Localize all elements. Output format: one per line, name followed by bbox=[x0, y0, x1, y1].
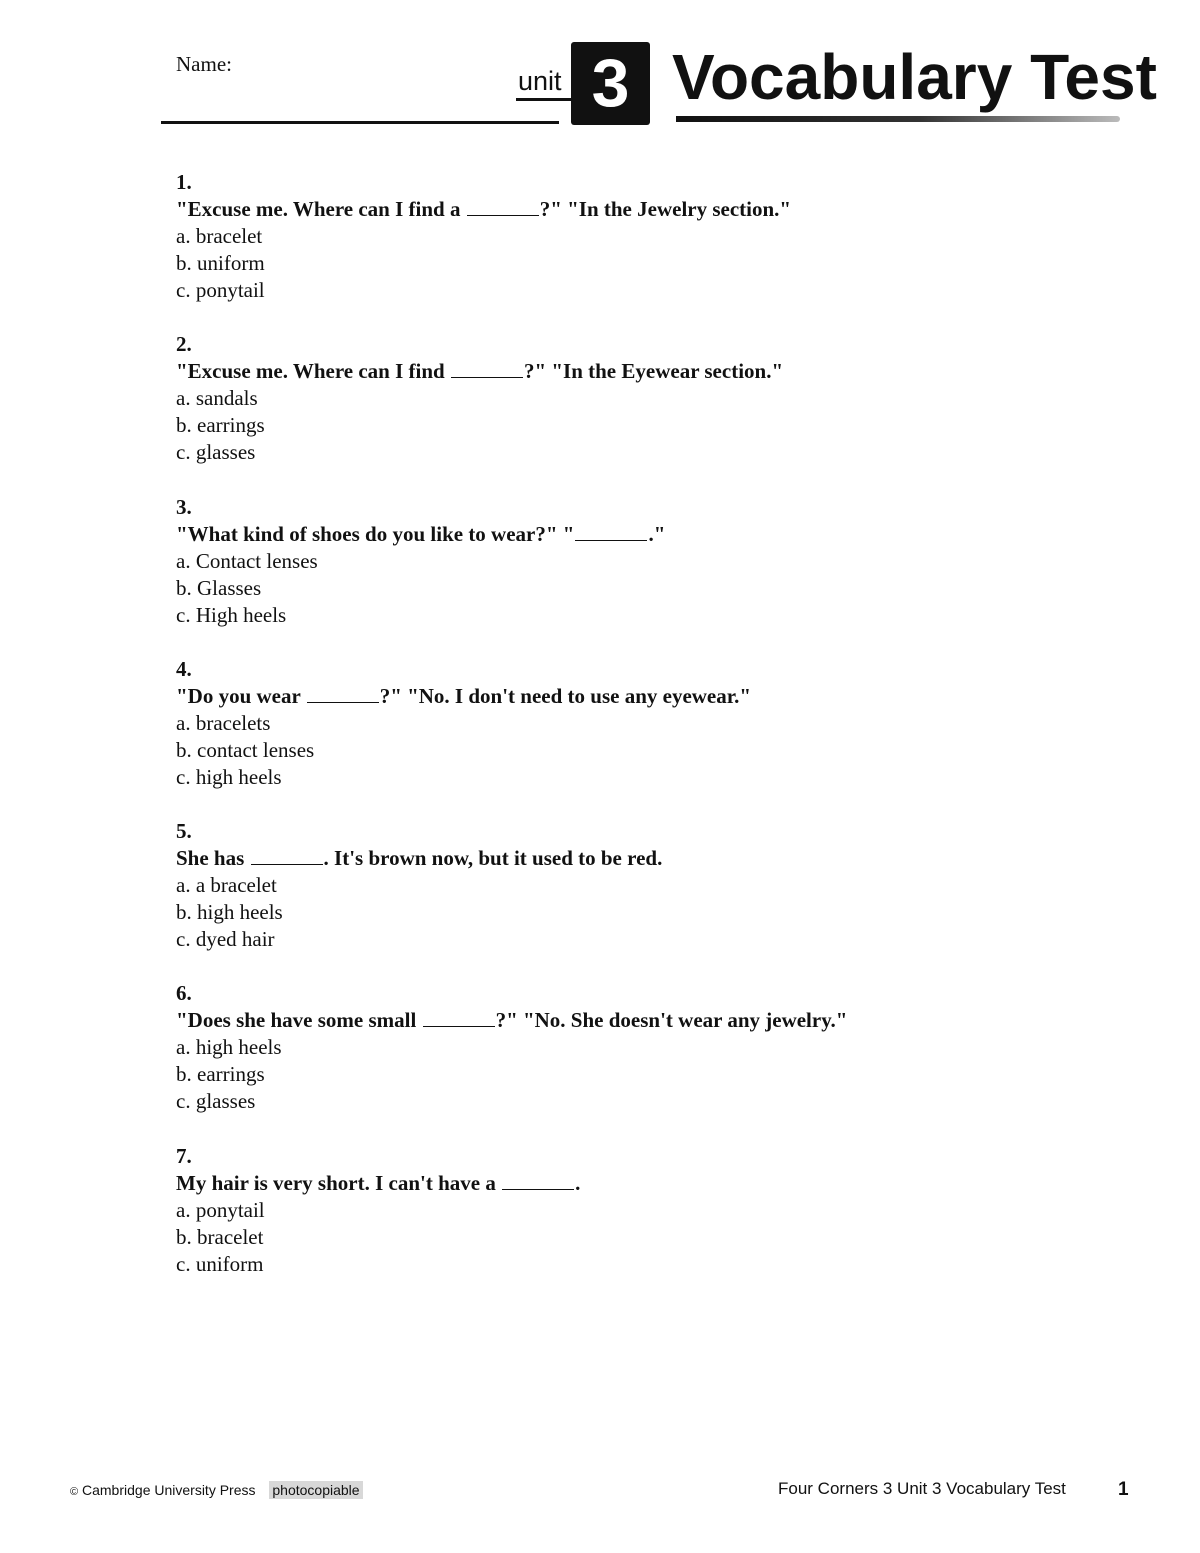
prompt-text-after: ." bbox=[648, 521, 666, 546]
answer-blank bbox=[451, 361, 523, 378]
choice-b: b. earrings bbox=[176, 1062, 265, 1087]
question-2 bbox=[176, 331, 847, 493]
photocopiable-badge: photocopiable bbox=[269, 1481, 362, 1499]
prompt-text-after: ?" "In the Jewelry section." bbox=[539, 197, 792, 221]
question-1 bbox=[176, 169, 847, 331]
prompt-text-after: ?" "No. She doesn't wear any jewelry." bbox=[495, 1008, 848, 1033]
question-number: 5. bbox=[176, 819, 192, 844]
title-rule bbox=[676, 116, 1120, 122]
choice-a: a. bracelet bbox=[176, 224, 263, 248]
question-3 bbox=[176, 494, 847, 656]
name-label: Name: bbox=[176, 52, 232, 76]
unit-label: unit bbox=[518, 66, 562, 96]
choice-b: b. high heels bbox=[176, 900, 283, 925]
answer-blank bbox=[251, 848, 323, 865]
question-5 bbox=[176, 818, 847, 980]
answer-blank bbox=[575, 524, 647, 541]
prompt-text-before: "Excuse me. Where can I find a bbox=[176, 197, 466, 221]
question-6 bbox=[176, 980, 847, 1142]
prompt-text-before: "Excuse me. Where can I find bbox=[176, 359, 450, 384]
question-number: 3. bbox=[176, 494, 192, 519]
question-number: 1. bbox=[176, 170, 192, 194]
question-number: 6. bbox=[176, 981, 192, 1006]
question-list bbox=[176, 169, 847, 1305]
choice-a: a. Contact lenses bbox=[176, 548, 318, 573]
choice-a: a. bracelets bbox=[176, 710, 271, 735]
prompt-text-after: . bbox=[575, 1170, 581, 1195]
choice-c: c. High heels bbox=[176, 602, 287, 627]
prompt-text-after: . It's brown now, but it used to be red. bbox=[323, 846, 663, 871]
choice-c: c. glasses bbox=[176, 440, 256, 465]
name-write-line bbox=[161, 121, 559, 124]
choice-a: a. a bracelet bbox=[176, 873, 277, 898]
choice-b: b. Glasses bbox=[176, 575, 262, 600]
prompt-text-before: "Do you wear bbox=[176, 683, 306, 708]
choice-b: b. contact lenses bbox=[176, 737, 315, 762]
question-prompt bbox=[176, 1170, 847, 1197]
question-prompt bbox=[176, 1007, 847, 1034]
question-number: 2. bbox=[176, 332, 192, 357]
question-number: 4. bbox=[176, 656, 192, 681]
choice-a: a. ponytail bbox=[176, 1197, 265, 1222]
prompt-text-before: "What kind of shoes do you like to wear?" " bbox=[176, 521, 575, 546]
choice-a: a. high heels bbox=[176, 1035, 282, 1060]
choice-b: b. uniform bbox=[176, 251, 265, 275]
prompt-text-after: ?" "In the Eyewear section." bbox=[523, 359, 784, 384]
answer-blank bbox=[307, 686, 379, 703]
prompt-text-before: She has bbox=[176, 846, 250, 871]
prompt-text-before: My hair is very short. I can't have a bbox=[176, 1170, 502, 1195]
choice-c: c. ponytail bbox=[176, 278, 265, 302]
choice-c: c. dyed hair bbox=[176, 927, 275, 952]
choice-b: b. bracelet bbox=[176, 1224, 264, 1249]
question-7 bbox=[176, 1143, 847, 1305]
question-prompt bbox=[176, 521, 847, 548]
question-number: 7. bbox=[176, 1143, 192, 1168]
prompt-text-before: "Does she have some small bbox=[176, 1008, 422, 1033]
unit-number-badge: 3 bbox=[571, 42, 650, 125]
copyright-icon: © bbox=[70, 1486, 79, 1498]
question-4 bbox=[176, 656, 847, 818]
answer-blank bbox=[423, 1010, 495, 1027]
choice-b: b. earrings bbox=[176, 413, 265, 438]
publisher-name: Cambridge University Press bbox=[82, 1482, 256, 1498]
question-prompt bbox=[176, 683, 847, 710]
choice-a: a. sandals bbox=[176, 386, 258, 411]
question-prompt bbox=[176, 196, 847, 223]
choice-c: c. glasses bbox=[176, 1089, 256, 1114]
page-title: Vocabulary Test bbox=[672, 41, 1157, 113]
unit-underline bbox=[516, 98, 572, 101]
page-number: 1 bbox=[1118, 1479, 1129, 1500]
choice-c: c. high heels bbox=[176, 764, 282, 789]
answer-blank bbox=[502, 1173, 574, 1190]
footer-copyright bbox=[70, 1481, 363, 1499]
prompt-text-after: ?" "No. I don't need to use any eyewear." bbox=[379, 683, 752, 708]
footer-book-info: Four Corners 3 Unit 3 Vocabulary Test bbox=[778, 1479, 1066, 1498]
choice-c: c. uniform bbox=[176, 1251, 264, 1276]
answer-blank bbox=[467, 199, 539, 216]
question-prompt bbox=[176, 845, 847, 872]
question-prompt bbox=[176, 358, 847, 385]
